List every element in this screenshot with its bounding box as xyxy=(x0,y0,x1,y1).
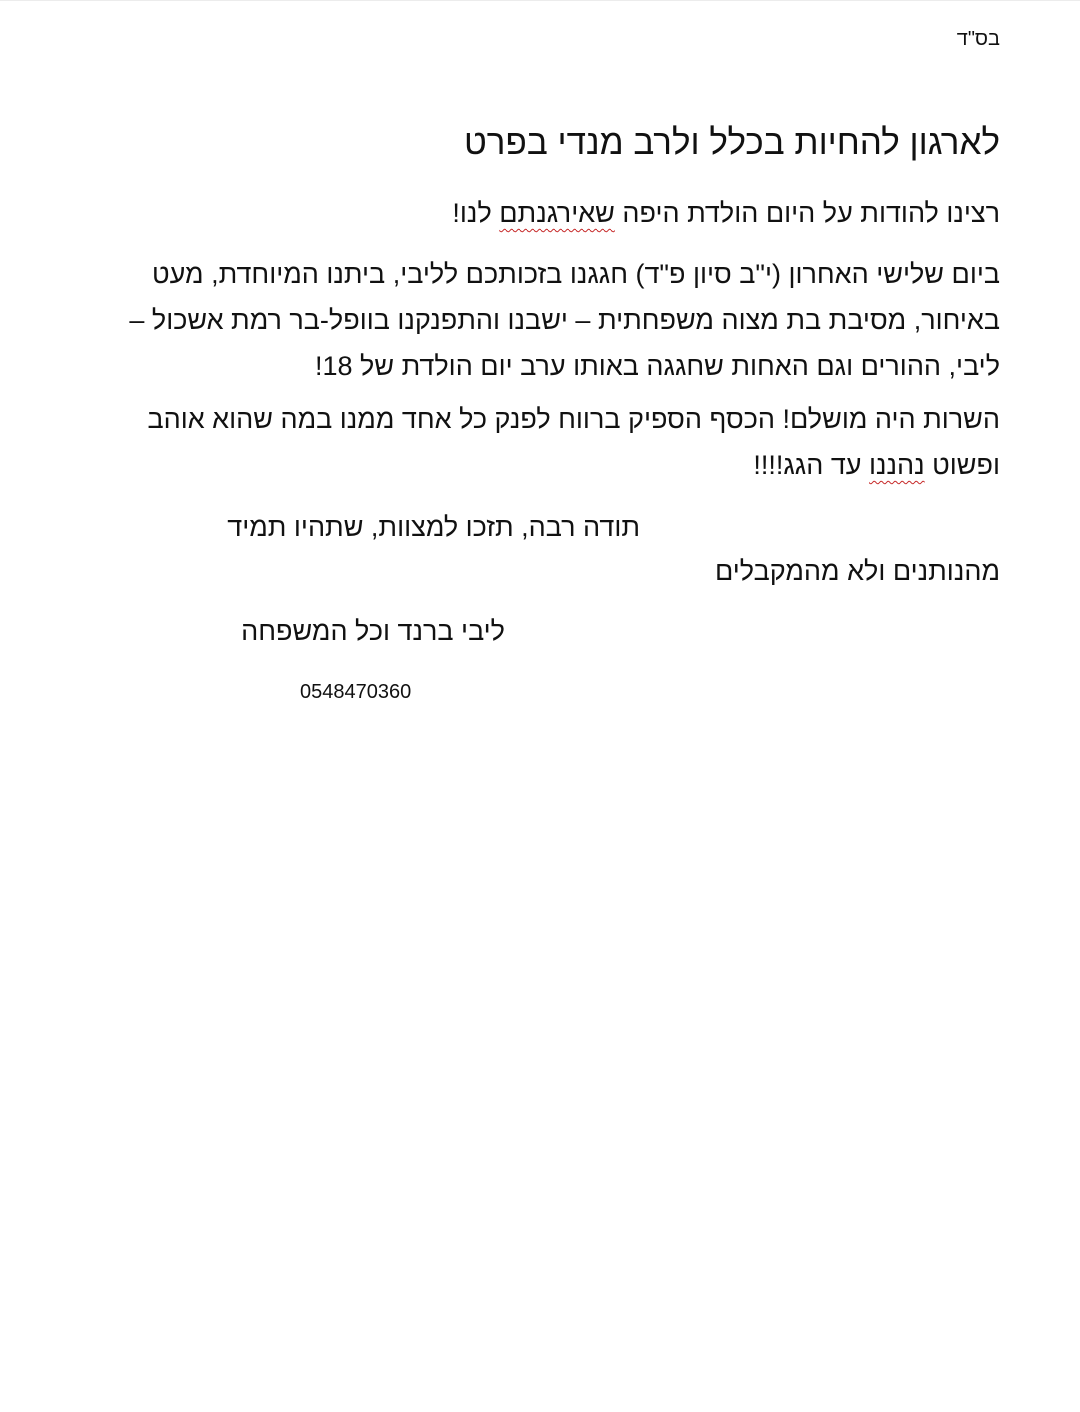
paragraph-service-text-2: עד הגג!!!! xyxy=(753,450,869,480)
closing-line-2: מהנותנים ולא מהמקבלים xyxy=(715,556,1000,586)
paragraph-service xyxy=(80,396,1000,488)
paragraph-event: ביום שלישי האחרון (י"ב סיון פ"ד) חגגנו בזכותכם לליבי, ביתנו המיוחדת, מעט באיחור, מסיבת בת מצוה משפחתית – ישבנו והתפנקנו בוופל-בר רמת אשכול – ליבי, ההורים וגם האחות שחגגה באותו ערב יום הולדת של 18! xyxy=(129,259,1000,381)
phone-number: 0548470360 xyxy=(300,681,412,703)
paragraph-thanks-text-2: לנו! xyxy=(452,198,500,228)
spellcheck-word: שאירגנתם xyxy=(499,198,615,228)
paragraph-thanks-text-1: רצינו להודות על היום הולדת היפה xyxy=(614,198,1000,228)
spellcheck-word: נהננו xyxy=(869,450,925,480)
letter-title: לארגון להחיות בכלל ולרב מנדי בפרט xyxy=(463,123,1000,162)
paragraph-service-text-1: השרות היה מושלם! הכסף הספיק ברווח לפנק כל אחד ממנו במה שהוא אוהב ופשוט xyxy=(147,404,1000,480)
signature: ליבי ברנד וכל המשפחה xyxy=(241,616,505,646)
header-mark: בס"ד xyxy=(956,28,1000,50)
closing-line-1: תודה רבה, תזכו למצוות, שתהיו תמיד xyxy=(227,512,640,542)
paragraph-thanks xyxy=(80,190,1000,236)
